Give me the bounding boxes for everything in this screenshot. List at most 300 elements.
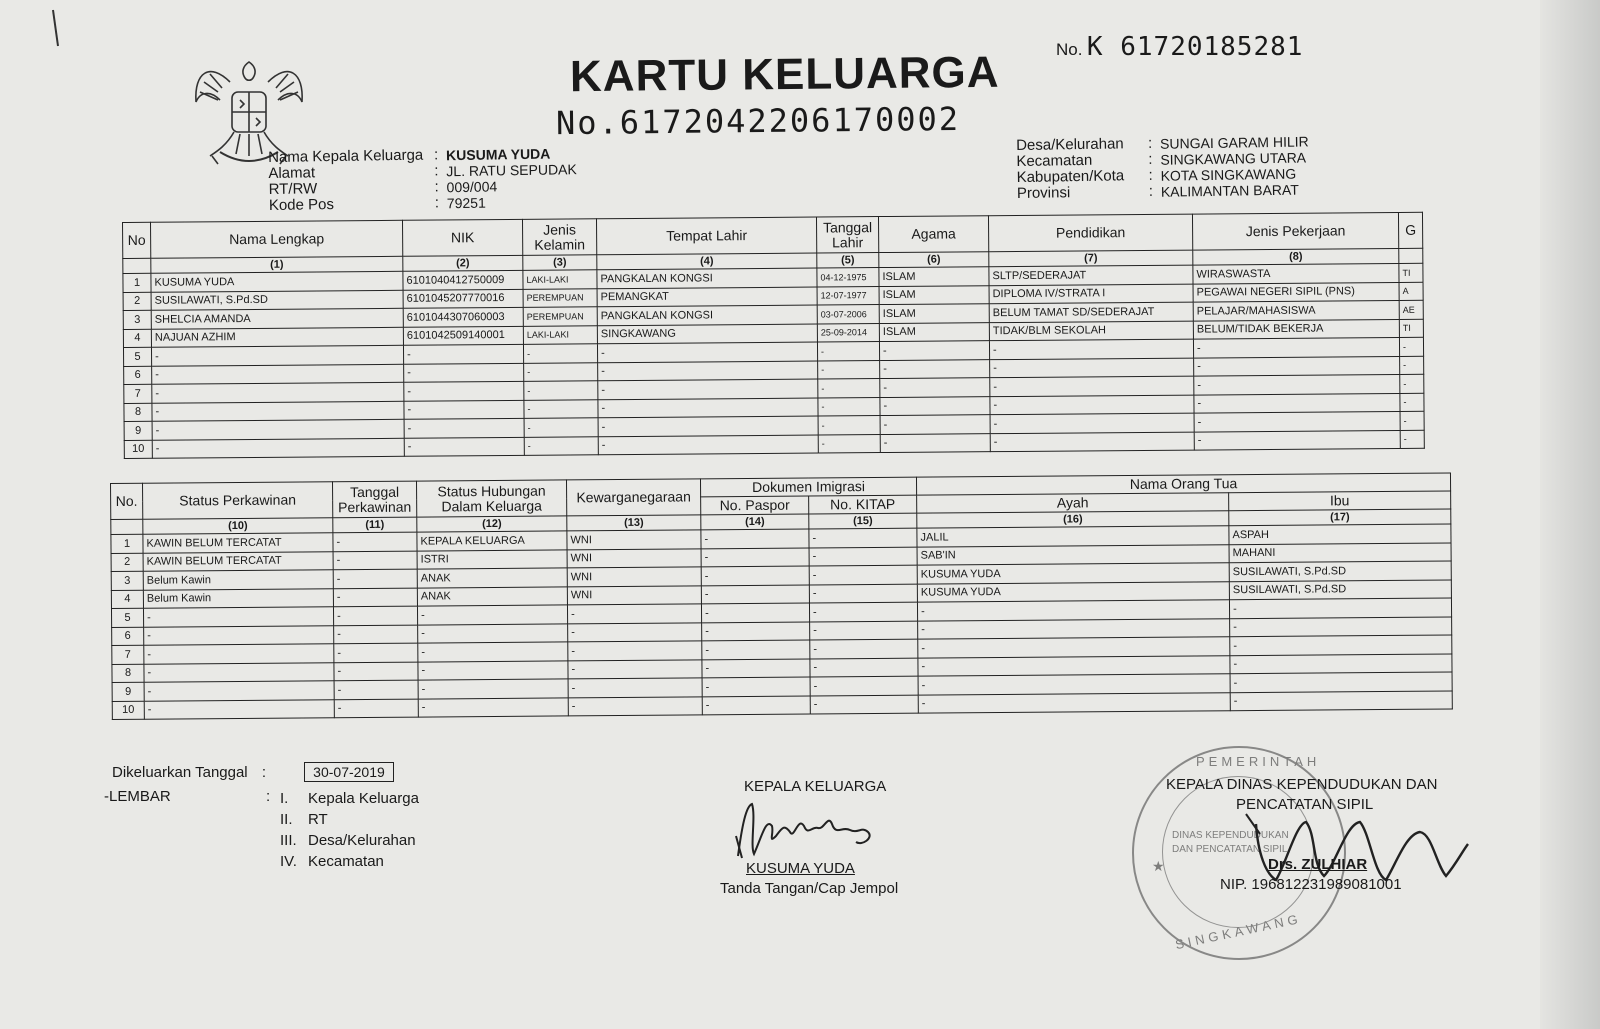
- table-cell: -: [1399, 337, 1423, 356]
- table-cell: ASPAH: [1229, 524, 1451, 544]
- official-name: Drs. ZULHIAR: [1268, 856, 1368, 873]
- table-cell: -: [144, 644, 334, 664]
- region-label: Kecamatan: [1016, 151, 1093, 170]
- colon: :: [1147, 134, 1153, 152]
- lembar-item: [280, 830, 419, 851]
- table-cell: -: [918, 674, 1230, 695]
- table-cell: -: [418, 697, 568, 717]
- table-cell: 6101042509140001: [403, 326, 523, 345]
- col-header: Pendidikan: [988, 214, 1192, 252]
- table-cell: -: [334, 699, 418, 718]
- table-cell: 3: [123, 310, 151, 329]
- region-label: Desa/Kelurahan: [1015, 135, 1124, 154]
- table-cell: BELUM/TIDAK BEKERJA: [1193, 319, 1399, 339]
- table-cell: -: [151, 345, 403, 365]
- head-address-value: JL. RATU SEPUDAK: [446, 161, 577, 180]
- official-title-2: PENCATATAN SIPIL: [1236, 796, 1374, 813]
- table-cell: -: [417, 605, 567, 625]
- table-cell: -: [702, 696, 810, 715]
- table-cell: -: [597, 342, 817, 362]
- table-cell: -: [334, 643, 418, 662]
- column-number: (16): [917, 511, 1229, 528]
- table-cell: WNI: [567, 585, 701, 605]
- table-cell: -: [567, 604, 701, 624]
- column-number: (17): [1229, 509, 1451, 526]
- table-cell: -: [880, 359, 990, 378]
- table-cell: TI: [1399, 319, 1423, 338]
- table-cell: -: [523, 344, 597, 363]
- table-cell: -: [918, 655, 1230, 676]
- table-cell: -: [818, 360, 880, 379]
- table-cell: -: [918, 618, 1230, 639]
- column-number: (15): [809, 513, 917, 529]
- table-cell: -: [152, 419, 404, 439]
- column-number: (6): [879, 252, 989, 268]
- head-label: Alamat: [268, 164, 316, 182]
- table-cell: 1: [111, 534, 143, 553]
- table-cell: ANAK: [417, 586, 567, 606]
- col-header: Dokumen Imigrasi: [700, 477, 916, 497]
- head-info-block: [268, 145, 577, 214]
- table-cell: 12-07-1977: [817, 286, 879, 305]
- region-values: [1160, 133, 1310, 199]
- table-cell: -: [1400, 356, 1424, 375]
- table-cell: WIRASWASTA: [1193, 263, 1399, 283]
- table-cell: KEPALA KELUARGA: [417, 531, 567, 551]
- head-rtrw-value: 009/004: [446, 178, 498, 196]
- column-number: (7): [989, 250, 1193, 267]
- table-cell: -: [701, 529, 809, 548]
- table-cell: -: [990, 376, 1194, 396]
- table-cell: -: [809, 602, 917, 621]
- col-header: Ayah: [917, 493, 1229, 513]
- lembar-text: Kepala Keluarga: [308, 790, 419, 807]
- table-cell: -: [598, 361, 818, 381]
- table-cell: PEMANGKAT: [597, 287, 817, 307]
- table-cell: 9: [124, 421, 152, 440]
- table-cell: -: [1194, 374, 1400, 394]
- column-number: (14): [701, 514, 809, 530]
- table-cell: -: [152, 401, 404, 421]
- table-cell: 6101044307060003: [403, 307, 523, 326]
- lembar-label: -LEMBAR: [104, 788, 171, 805]
- table-cell: -: [334, 625, 418, 644]
- table-cell: -: [810, 658, 918, 677]
- lembar-num: IV.: [280, 853, 297, 870]
- lembar-item: [280, 788, 419, 809]
- table-cell: -: [818, 434, 880, 453]
- table-cell: -: [818, 397, 880, 416]
- col-header: No.: [111, 483, 143, 519]
- col-header: Nama Lengkap: [151, 220, 403, 258]
- col-header: Tempat Lahir: [596, 217, 816, 255]
- issued-date-row: [112, 764, 394, 781]
- lembar-text: RT: [308, 811, 328, 828]
- table-cell: -: [810, 676, 918, 695]
- family-status-table: [110, 472, 1453, 720]
- region-value: KALIMANTAN BARAT: [1160, 181, 1299, 200]
- table-cell: -: [334, 662, 418, 681]
- table-cell: -: [524, 399, 598, 418]
- head-postal-value: 79251: [446, 194, 486, 212]
- table-cell: -: [809, 565, 917, 584]
- column-number: (3): [523, 255, 597, 271]
- table-cell: 6: [112, 627, 144, 646]
- table-cell: ISLAM: [879, 285, 989, 304]
- table-cell: MAHANI: [1229, 542, 1451, 562]
- table-cell: -: [702, 640, 810, 659]
- table-cell: -: [1400, 393, 1424, 412]
- table-cell: WNI: [567, 530, 701, 550]
- table-cell: -: [152, 382, 404, 402]
- table-cell: -: [879, 341, 989, 360]
- col-header: Ibu: [1229, 491, 1451, 511]
- head-signature-name: KUSUMA YUDA: [746, 860, 855, 877]
- table-cell: -: [1230, 690, 1452, 710]
- column-number: (11): [333, 517, 417, 533]
- table-cell: -: [701, 585, 809, 604]
- table-cell: -: [524, 381, 598, 400]
- table-cell: -: [809, 584, 917, 603]
- table-cell: 4: [111, 590, 143, 609]
- col-header: No. KITAP: [809, 495, 917, 514]
- table-cell: A: [1399, 282, 1423, 301]
- table-cell: 6101045207770016: [403, 289, 523, 308]
- table-cell: -: [568, 641, 702, 661]
- table-cell: PANGKALAN KONGSI: [597, 268, 817, 288]
- col-header: Tanggal Perkawinan: [332, 481, 416, 518]
- table-cell: -: [701, 548, 809, 567]
- table-cell: SAB'IN: [917, 544, 1229, 565]
- table-cell: 6: [124, 366, 152, 385]
- table-cell: -: [880, 378, 990, 397]
- table-cell: 1: [123, 273, 151, 292]
- table-cell: -: [143, 607, 333, 627]
- table-cell: LAKI-LAKI: [523, 270, 597, 289]
- region-value: SINGKAWANG UTARA: [1160, 149, 1307, 168]
- table-cell: -: [880, 433, 990, 452]
- table-cell: SUSILAWATI, S.Pd.SD: [151, 290, 403, 310]
- table-cell: -: [918, 637, 1230, 658]
- head-signature-title: KEPALA KELUARGA: [744, 778, 887, 795]
- col-header: Tanggal Lahir: [816, 217, 878, 253]
- table-cell: -: [524, 418, 598, 437]
- table-cell: 8: [112, 664, 144, 683]
- table-cell: -: [817, 342, 879, 361]
- table-cell: -: [1400, 430, 1424, 449]
- colon: :: [1148, 166, 1153, 184]
- col-header: Nama Orang Tua: [916, 473, 1450, 495]
- table-cell: Belum Kawin: [143, 570, 333, 590]
- paper-edge-shadow: [1540, 0, 1600, 1029]
- col-header: Status Perkawinan: [143, 482, 333, 519]
- region-label: Kabupaten/Kota: [1016, 167, 1125, 186]
- official-title-1: KEPALA DINAS KEPENDUDUKAN DAN: [1166, 776, 1438, 793]
- lembar-num: III.: [280, 832, 297, 849]
- table-cell: -: [702, 659, 810, 678]
- serial-number: [1056, 32, 1303, 62]
- table-cell: 3: [111, 571, 143, 590]
- table-cell: PANGKALAN KONGSI: [597, 305, 817, 325]
- head-label: RT/RW: [268, 180, 318, 198]
- table-cell: 6101040412750009: [403, 270, 523, 289]
- table-cell: -: [1230, 616, 1452, 636]
- table-cell: PEREMPUAN: [523, 288, 597, 307]
- table-cell: -: [818, 416, 880, 435]
- table-cell: -: [990, 432, 1194, 452]
- column-number: (8): [1193, 248, 1399, 265]
- table-cell: -: [152, 438, 404, 458]
- column-number: [123, 258, 151, 273]
- table-cell: -: [918, 692, 1230, 713]
- table-cell: -: [568, 659, 702, 679]
- table-cell: -: [880, 415, 990, 434]
- table-cell: -: [1230, 672, 1452, 692]
- head-signature-caption: Tanda Tangan/Cap Jempol: [720, 880, 899, 897]
- col-header: Kewarganegaraan: [566, 479, 700, 516]
- table-cell: PELAJAR/MAHASISWA: [1193, 300, 1399, 320]
- column-number: (1): [151, 256, 403, 273]
- table-cell: -: [1194, 393, 1400, 413]
- lembar-list: [280, 788, 419, 872]
- table-cell: -: [1230, 635, 1452, 655]
- head-labels: [268, 147, 435, 214]
- table-cell: KUSUMA YUDA: [151, 271, 403, 291]
- table-cell: ISLAM: [879, 322, 989, 341]
- col-header: G: [1398, 212, 1422, 248]
- table-cell: -: [334, 680, 418, 699]
- table-cell: PEREMPUAN: [523, 307, 597, 326]
- col-header: No. Paspor: [701, 496, 809, 515]
- lembar-text: Kecamatan: [308, 853, 384, 870]
- table-cell: 04-12-1975: [817, 268, 879, 287]
- table-cell: TIDAK/BLM SEKOLAH: [989, 321, 1193, 341]
- table-cell: -: [598, 379, 818, 399]
- table-cell: KAWIN BELUM TERCATAT: [143, 533, 333, 553]
- table-cell: -: [333, 569, 417, 588]
- table-cell: -: [144, 662, 334, 682]
- table-cell: 8: [124, 403, 152, 422]
- table-cell: 4: [123, 329, 151, 348]
- stamp-bottom-text: SINGKAWANG: [1173, 910, 1303, 953]
- table-cell: -: [809, 547, 917, 566]
- table-cell: -: [333, 551, 417, 570]
- col-header: NIK: [402, 219, 522, 256]
- table-cell: -: [144, 699, 334, 719]
- lembar-num: I.: [280, 790, 289, 807]
- table-cell: KAWIN BELUM TERCATAT: [143, 551, 333, 571]
- family-members-table: [122, 212, 1425, 459]
- table-cell: -: [524, 436, 598, 455]
- region-value: KOTA SINGKAWANG: [1160, 165, 1297, 184]
- colon: :: [434, 194, 440, 212]
- table-cell: KUSUMA YUDA: [917, 581, 1229, 602]
- issued-label: Dikeluarkan Tanggal: [112, 764, 248, 781]
- table-cell: -: [404, 381, 524, 400]
- table-cell: -: [333, 588, 417, 607]
- table-cell: -: [990, 358, 1194, 378]
- table-cell: ISLAM: [879, 304, 989, 323]
- stamp-inner-text: DAN PENCATATAN SIPIL: [1172, 844, 1288, 855]
- table-cell: -: [1400, 411, 1424, 430]
- table-cell: 2: [111, 553, 143, 572]
- table-cell: AE: [1399, 300, 1423, 319]
- table-cell: -: [418, 679, 568, 699]
- table-cell: 25-09-2014: [817, 323, 879, 342]
- colon: :: [261, 764, 266, 781]
- lembar-item: [280, 809, 419, 830]
- kk-number: No.6172042206170002: [555, 99, 961, 143]
- head-values: [446, 145, 577, 211]
- table-cell: -: [701, 603, 809, 622]
- table-cell: -: [598, 398, 818, 418]
- table-cell: ANAK: [417, 568, 567, 588]
- table-cell: 9: [112, 682, 144, 701]
- column-number: [1399, 248, 1423, 263]
- table-cell: -: [989, 339, 1193, 359]
- lembar-item: [280, 851, 419, 872]
- colon: :: [433, 146, 439, 164]
- colon: :: [434, 178, 439, 196]
- table-cell: -: [917, 600, 1229, 621]
- table-cell: PEGAWAI NEGERI SIPIL (PNS): [1193, 282, 1399, 302]
- col-header: Jenis Pekerjaan: [1192, 212, 1398, 250]
- column-number: (2): [403, 255, 523, 271]
- table-cell: 5: [123, 347, 151, 366]
- table-cell: -: [333, 532, 417, 551]
- table-cell: -: [568, 678, 702, 698]
- table-cell: -: [333, 606, 417, 625]
- table-cell: TI: [1399, 263, 1423, 282]
- colon: :: [434, 162, 439, 180]
- table-cell: -: [144, 681, 334, 701]
- lembar-num: II.: [280, 811, 293, 828]
- table-cell: ISLAM: [879, 267, 989, 286]
- table-cell: -: [880, 396, 990, 415]
- region-info-block: [1016, 133, 1310, 202]
- region-labels: [1016, 136, 1149, 202]
- table-cell: -: [403, 344, 523, 363]
- table-cell: -: [418, 660, 568, 680]
- document-title: KARTU KELUARGA: [569, 47, 1000, 102]
- table-cell: -: [818, 379, 880, 398]
- table-cell: -: [598, 435, 818, 455]
- lembar-text: Desa/Kelurahan: [308, 832, 416, 849]
- official-nip: NIP. 196812231989081001: [1220, 876, 1402, 893]
- table-cell: 7: [124, 384, 152, 403]
- table-cell: -: [418, 642, 568, 662]
- table-cell: SLTP/SEDERAJAT: [989, 265, 1193, 285]
- column-number: (10): [143, 518, 333, 534]
- col-header: Agama: [878, 216, 988, 253]
- head-label: Nama Kepala Keluarga: [267, 146, 424, 166]
- head-name-value: KUSUMA YUDA: [445, 145, 551, 164]
- table-cell: Belum Kawin: [143, 588, 333, 608]
- table-cell: 2: [123, 292, 151, 311]
- column-number: (4): [597, 253, 817, 270]
- colon: :: [266, 788, 271, 805]
- table-cell: -: [404, 418, 524, 437]
- table-cell: -: [701, 566, 809, 585]
- table-cell: -: [568, 622, 702, 642]
- table-cell: WNI: [567, 567, 701, 587]
- table-cell: BELUM TAMAT SD/SEDERAJAT: [989, 302, 1193, 322]
- table-cell: -: [809, 528, 917, 547]
- table-cell: -: [144, 625, 334, 645]
- table-cell: 5: [111, 608, 143, 627]
- stamp-top-text: PEMERINTAH: [1196, 754, 1321, 769]
- table-cell: SHELCIA AMANDA: [151, 308, 403, 328]
- table-cell: -: [524, 362, 598, 381]
- table-cell: -: [810, 621, 918, 640]
- table-cell: -: [990, 413, 1194, 433]
- table-cell: ISTRI: [417, 549, 567, 569]
- table-cell: 10: [124, 440, 152, 459]
- table-cell: 03-07-2006: [817, 305, 879, 324]
- table-cell: -: [702, 677, 810, 696]
- table-cell: -: [1229, 598, 1451, 618]
- table-cell: SINGKAWANG: [597, 324, 817, 344]
- table-cell: -: [1400, 374, 1424, 393]
- head-label: Kode Pos: [268, 195, 335, 214]
- colon: :: [1148, 182, 1154, 200]
- colon: :: [1148, 150, 1153, 168]
- column-number: (12): [417, 516, 567, 532]
- region-value: SUNGAI GARAM HILIR: [1159, 133, 1309, 152]
- table-cell: -: [152, 364, 404, 384]
- region-label: Provinsi: [1016, 184, 1071, 202]
- table-cell: -: [404, 437, 524, 456]
- table-cell: NAJUAN AZHIM: [151, 327, 403, 347]
- col-header: No: [123, 222, 151, 258]
- table-cell: -: [810, 639, 918, 658]
- table-cell: 10: [112, 701, 144, 720]
- stamp-star-icon: ★: [1152, 858, 1165, 874]
- table-cell: -: [418, 623, 568, 643]
- pen-mark-icon: [50, 8, 64, 48]
- issued-date-box: 30-07-2019: [304, 762, 394, 782]
- column-number: [111, 519, 143, 534]
- table-cell: WNI: [567, 548, 701, 568]
- region-colons: [1148, 136, 1161, 200]
- table-cell: -: [1194, 411, 1400, 431]
- table-cell: -: [598, 416, 818, 436]
- column-number: (5): [817, 253, 879, 268]
- table-cell: -: [702, 622, 810, 641]
- head-colons: [434, 147, 447, 211]
- head-signature-icon: [732, 796, 892, 866]
- table-cell: SUSILAWATI, S.Pd.SD: [1229, 579, 1451, 599]
- table-cell: -: [404, 363, 524, 382]
- table-cell: -: [1194, 430, 1400, 450]
- table-cell: -: [1194, 356, 1400, 376]
- table-cell: -: [1230, 653, 1452, 673]
- table-cell: SUSILAWATI, S.Pd.SD: [1229, 561, 1451, 581]
- stamp-inner-text: DINAS KEPENDUDUKAN: [1172, 830, 1289, 841]
- table-cell: -: [568, 696, 702, 716]
- serial-value: K 61720185281: [1086, 32, 1304, 62]
- table-cell: -: [990, 395, 1194, 415]
- col-header: Status Hubungan Dalam Keluarga: [416, 480, 566, 517]
- table-cell: -: [1193, 337, 1399, 357]
- serial-prefix: No.: [1056, 40, 1083, 59]
- col-header: Jenis Kelamin: [522, 219, 596, 256]
- table-cell: LAKI-LAKI: [523, 325, 597, 344]
- table-cell: 7: [112, 645, 144, 664]
- table-cell: JALIL: [917, 526, 1229, 547]
- table-cell: -: [810, 695, 918, 714]
- column-number: (13): [567, 515, 701, 531]
